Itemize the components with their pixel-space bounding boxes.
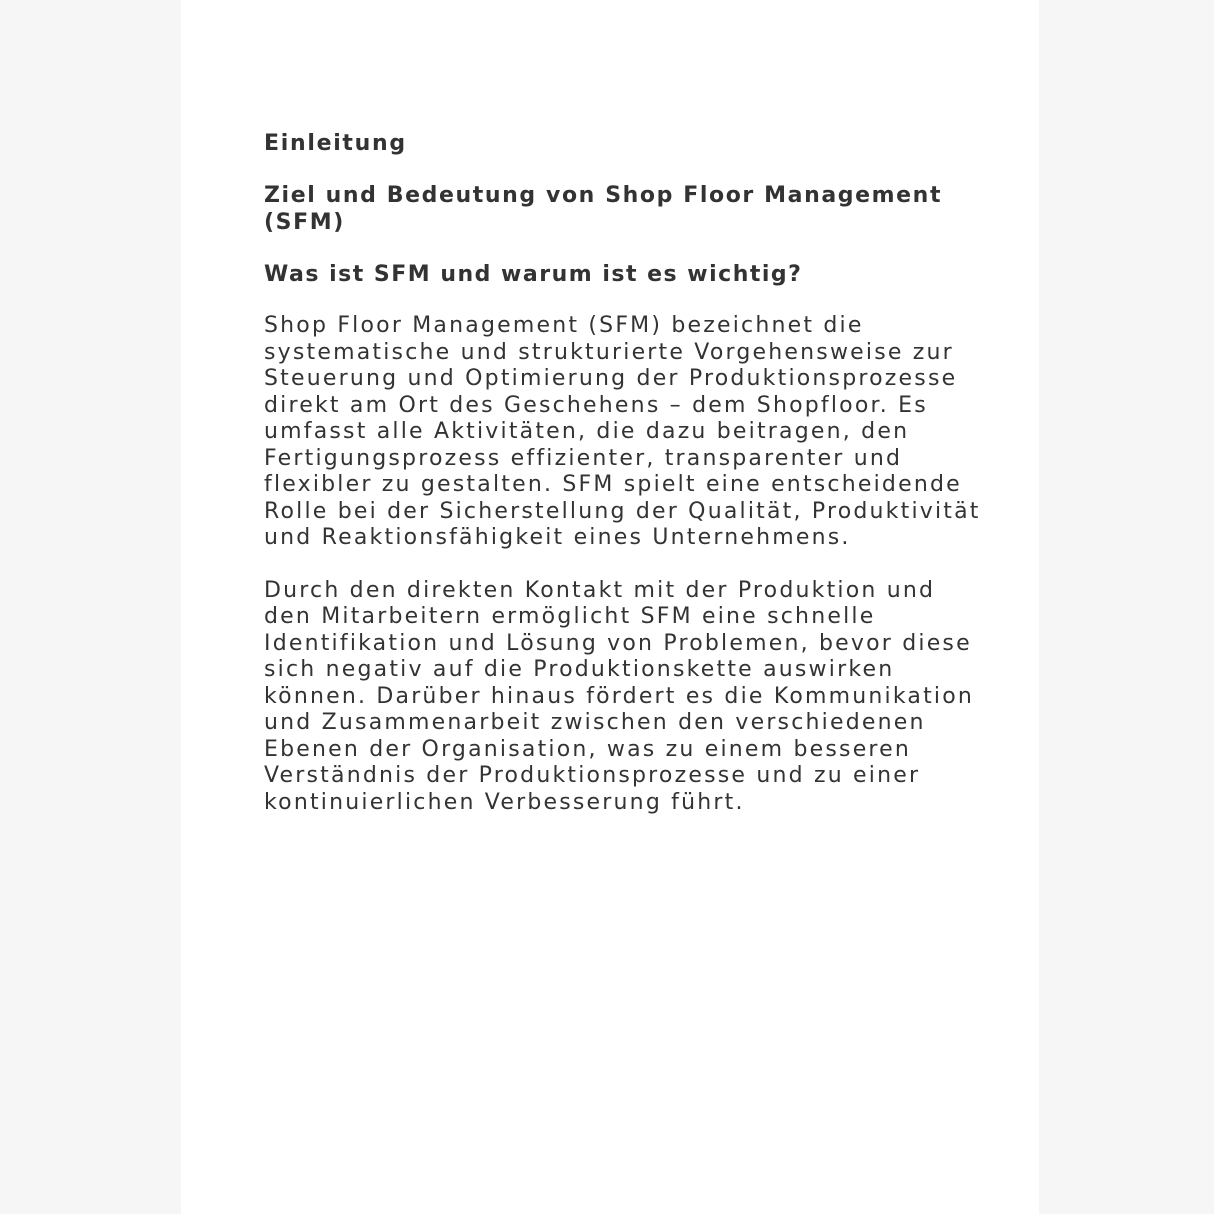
subheading: Was ist SFM und warum ist es wichtig?: [264, 262, 803, 287]
document-title: Ziel und Bedeutung von Shop Floor Management (SFM): [264, 183, 943, 235]
document-content: [264, 130, 984, 842]
body-paragraph-1: Shop Floor Management (SFM) bezeichnet die systematische und strukturierte Vorgehensweise zur Steuerung und Optimierung der Produktionsprozesse direkt am Ort des Geschehens – dem Shopfloor. Es umfasst alle Aktivitäten, die dazu beitragen, den Fertigungsprozess effizienter, transparenter und flexibler zu gestalten. SFM spielt eine entscheidende Rolle bei der Sicherstellung der Qualität, Produktivität und Reaktionsfähigkeit eines Unternehmens.: [264, 313, 981, 550]
section-heading: Einleitung: [264, 131, 407, 156]
document-page: [181, 0, 1039, 1214]
body-paragraph-2: Durch den direkten Kontakt mit der Produktion und den Mitarbeitern ermöglicht SFM eine schnelle Identifikation und Lösung von Problemen, bevor diese sich negativ auf die Produktionskette auswirken können. Darüber hinaus fördert es die Kommunikation und Zusammenarbeit zwischen den verschiedenen Ebenen der Organisation, was zu einem besseren Verständnis der Produktionsprozesse und zu einer kontinuierlichen Verbesserung führt.: [264, 577, 975, 815]
